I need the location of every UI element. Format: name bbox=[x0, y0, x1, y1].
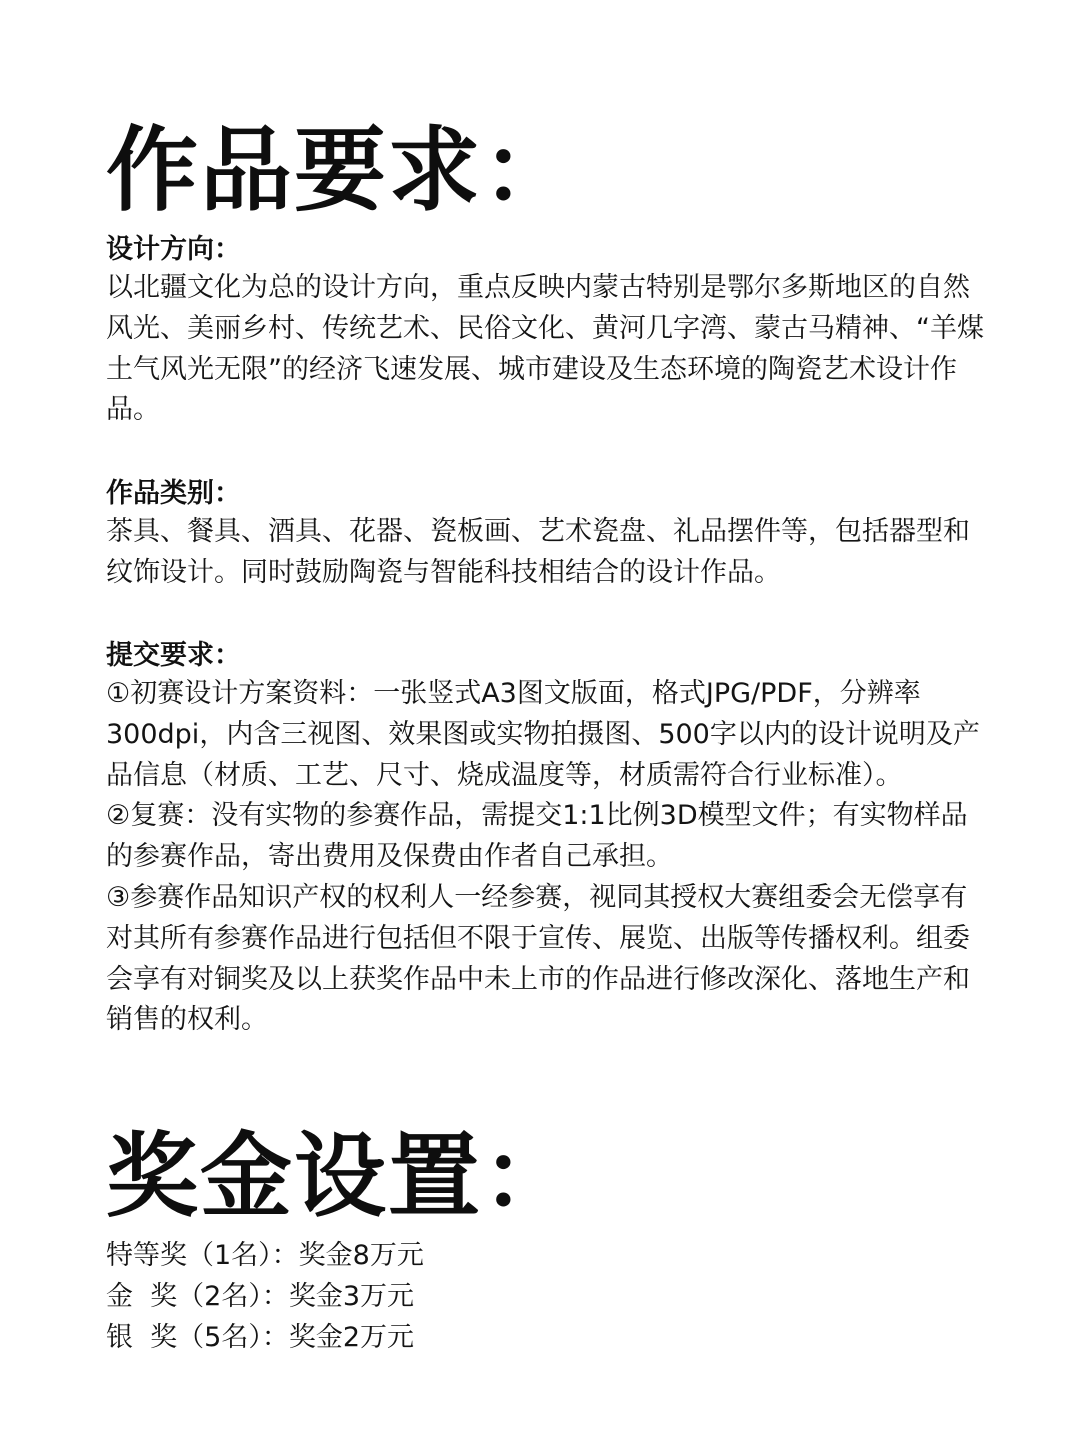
prize-list bbox=[106, 1236, 986, 1358]
submission-item-1: ①初赛设计方案资料：一张竖式A3图文版面，格式JPG/PDF，分辨率300dpi，内含三视图、效果图或实物拍摄图、500字以内的设计说明及产品信息（材质、工艺、尺寸、烧成温度等，材质需符合行业标准）。 bbox=[106, 678, 980, 791]
category-text: 茶具、餐具、酒具、花器、瓷板画、艺术瓷盘、礼品摆件等，包括器型和纹饰设计。同时鼓励陶瓷与智能科技相结合的设计作品。 bbox=[106, 516, 970, 588]
submission-section bbox=[106, 638, 986, 1041]
requirements-title: 作品要求： bbox=[106, 116, 577, 224]
category-section bbox=[106, 476, 986, 594]
submission-list bbox=[106, 674, 986, 1041]
prize-gold: 金 奖（2名）：奖金3万元 bbox=[106, 1280, 415, 1312]
category-heading: 作品类别： bbox=[106, 478, 241, 509]
prizes-title: 奖金设置： bbox=[106, 1122, 577, 1230]
submission-item-3: ③参赛作品知识产权的权利人一经参赛，视同其授权大赛组委会无偿享有对其所有参赛作品进行包括但不限于宣传、展览、出版等传播权利。组委会享有对铜奖及以上获奖作品中未上市的作品进行修改深化、落地生产和销售的权利。 bbox=[106, 881, 970, 1036]
submission-item-2: ②复赛：没有实物的参赛作品，需提交1:1比例3D模型文件；有实物样品的参赛作品，寄出费用及保费由作者自己承担。 bbox=[106, 800, 968, 873]
submission-heading: 提交要求： bbox=[106, 640, 241, 671]
design-direction-section bbox=[106, 232, 986, 431]
prize-silver: 银 奖（5名）：奖金2万元 bbox=[106, 1321, 415, 1353]
prize-special: 特等奖（1名）：奖金8万元 bbox=[106, 1240, 424, 1271]
design-direction-heading: 设计方向： bbox=[106, 234, 241, 265]
design-direction-text: 以北疆文化为总的设计方向，重点反映内蒙古特别是鄂尔多斯地区的自然风光、美丽乡村、传统艺术、民俗文化、黄河几字湾、蒙古马精神、“羊煤土气风光无限”的经济飞速发展、城市建设及生态环境的陶瓷艺术设计作品。 bbox=[106, 272, 984, 426]
